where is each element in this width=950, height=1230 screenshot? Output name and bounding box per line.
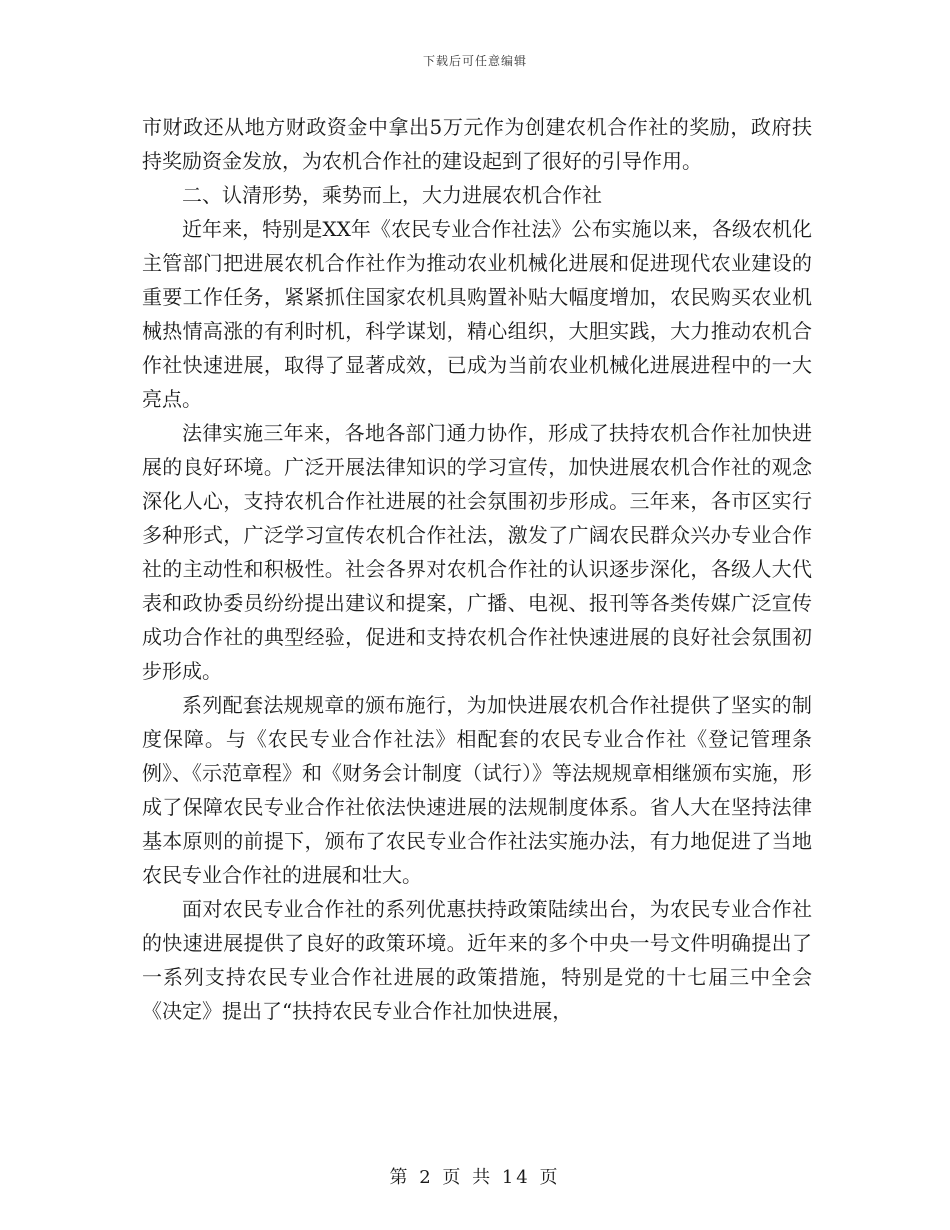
document-body bbox=[142, 110, 812, 1028]
paragraph: 近年来，特别是XX年《农民专业合作社法》公布实施以来，各级农机化主管部门把进展农机合作社作为推动农业机械化进展和促进现代农业建设的重要工作任务，紧紧抓住国家农机具购置补贴大幅度增加，农民购买农业机械热情高涨的有利时机，科学谋划，精心组织，大胆实践，大力推动农机合作社快速进展，取得了显著成效，已成为当前农业机械化进展进程中的一大亮点。 bbox=[142, 217, 812, 411]
section-heading: 二、认清形势，乘势而上，大力进展农机合作社 bbox=[182, 183, 602, 207]
paragraph: 面对农民专业合作社的系列优惠扶持政策陆续出台，为农民专业合作社的快速进展提供了良好的政策环境。近年来的多个中央一号文件明确提出了一系列支持农民专业合作社进展的政策措施，特别是党的十七届三中全会《决定》提出了“扶持农民专业合作社加快进展， bbox=[142, 897, 812, 1023]
paragraph: 法律实施三年来，各地各部门通力协作，形成了扶持农机合作社加快进展的良好环境。广泛开展法律知识的学习宣传，加快进展农机合作社的观念深化人心，支持农机合作社进展的社会氛围初步形成。三年来，各市区实行多种形式，广泛学习宣传农机合作社法，激发了广阔农民群众兴办专业合作社的主动性和积极性。社会各界对农机合作社的认识逐步深化，各级人大代表和政协委员纷纷提出建议和提案，广播、电视、报刊等各类传媒广泛宣传成功合作社的典型经验，促进和支持农机合作社快速进展的良好社会氛围初步形成。 bbox=[142, 421, 812, 683]
paragraph-continuation: 市财政还从地方财政资金中拿出5万元作为创建农机合作社的奖励，政府扶持奖励资金发放，为农机合作社的建设起到了很好的引导作用。 bbox=[142, 115, 812, 173]
page-number: 第 2 页 共 14 页 bbox=[389, 1167, 561, 1188]
page-header: 下载后可任意编辑 bbox=[422, 54, 527, 68]
paragraph: 系列配套法规规章的颁布施行，为加快进展农机合作社提供了坚实的制度保障。与《农民专业合作社法》相配套的农民专业合作社《登记管理条例》、《示范章程》和《财务会计制度（试行）》等法规规章相继颁布实施，形成了保障农民专业合作社依法快速进展的法规制度体系。省人大在坚持法律基本原则的前提下，颁布了农民专业合作社法实施办法，有力地促进了当地农民专业合作社的进展和壮大。 bbox=[142, 693, 812, 887]
